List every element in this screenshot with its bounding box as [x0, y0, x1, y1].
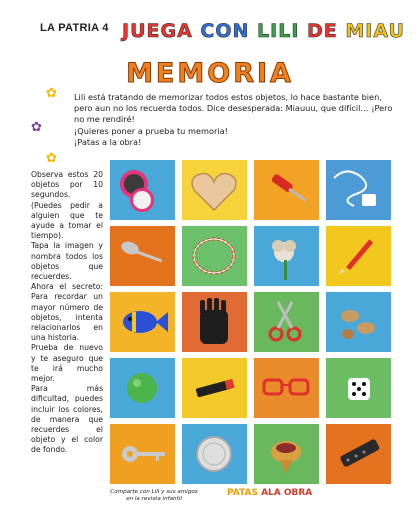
object-tile	[254, 226, 319, 286]
instruction-difficulty: Para más dificultad, puedes incluir los colores, de manera que recuerdes el objeto y el color de fondo.	[31, 384, 103, 455]
footer-logo-b: ALA OBRA	[261, 488, 313, 498]
object-tile	[110, 292, 175, 352]
spoon-icon	[110, 226, 175, 286]
object-tile	[182, 424, 247, 484]
spinning-top-icon	[254, 424, 319, 484]
intro-text	[74, 92, 396, 148]
instruction-retry: Prueba de nuevo y te aseguro que te irá mucho mejor.	[31, 343, 103, 384]
toy-fish-icon	[110, 292, 175, 352]
banner-word: MIAU	[345, 20, 405, 42]
glove-mask-icon	[182, 292, 247, 352]
object-tile	[326, 292, 391, 352]
paw-icon: ✿	[46, 151, 57, 166]
object-grid	[110, 160, 391, 484]
banner-word: JUEGA	[122, 20, 201, 42]
footer-line1: Comparte con Lili y sus amigos	[110, 489, 198, 495]
banner-word: LILI	[257, 20, 307, 42]
intro-call: ¡Patas a la obra!	[74, 136, 142, 147]
intro-paragraph: Lili está tratando de memorizar todos estos objetos, lo hace bastante bien, pero aun no los recuerda todos. Dice desesperada: Miauuu, que difícil… ¡Pero no me rendiré!	[74, 92, 393, 125]
object-tile	[182, 226, 247, 286]
object-tile	[182, 358, 247, 418]
footer-logo	[227, 488, 312, 498]
brush-mirror-icon	[110, 160, 175, 220]
object-tile	[110, 226, 175, 286]
object-tile	[110, 424, 175, 484]
dice-icon	[326, 358, 391, 418]
object-tile	[254, 160, 319, 220]
bead-necklace-icon	[182, 226, 247, 286]
object-tile	[326, 160, 391, 220]
object-tile	[254, 424, 319, 484]
coin-icon	[182, 424, 247, 484]
pencil-icon	[326, 226, 391, 286]
glasses-icon	[254, 358, 319, 418]
footer-logo-a: PATAS	[227, 488, 262, 498]
object-tile	[254, 358, 319, 418]
object-tile	[254, 292, 319, 352]
screwdriver-icon	[254, 160, 319, 220]
peanuts-icon	[326, 292, 391, 352]
green-ball-icon	[110, 358, 175, 418]
instruction-observe: Observa estos 20 objetos por 10 segundos. (Puedes pedir a alguien que te ayude a tomar el tiempo).	[31, 170, 103, 241]
key-icon	[110, 424, 175, 484]
paw-icon: ✿	[46, 86, 57, 101]
banner-title	[122, 20, 405, 42]
footer-text	[94, 489, 214, 503]
footer-line2: en la revista infantil	[126, 496, 182, 502]
charger-cable-icon	[326, 160, 391, 220]
flower-icon	[254, 226, 319, 286]
instructions-column	[31, 170, 103, 456]
banner-word: CON	[200, 20, 258, 42]
scissors-icon	[254, 292, 319, 352]
object-tile	[326, 226, 391, 286]
instruction-secret: Ahora el secreto: Para recordar un mayor número de objetos, intenta relacionarlos en una historia.	[31, 282, 103, 343]
page-title: MEMORIA	[126, 58, 294, 89]
object-tile	[110, 160, 175, 220]
object-tile	[326, 358, 391, 418]
object-tile	[110, 358, 175, 418]
instruction-cover: Tapa la imagen y nombra todos los objetos que recuerdes.	[31, 241, 103, 282]
object-tile	[326, 424, 391, 484]
usb-lighter-icon	[182, 358, 247, 418]
paw-icon: ✿	[31, 120, 42, 135]
intro-question: ¡Quieres poner a prueba tu memoria!	[74, 125, 228, 136]
object-tile	[182, 292, 247, 352]
object-tile	[182, 160, 247, 220]
remote-control-icon	[326, 424, 391, 484]
banner-word: DE	[307, 20, 346, 42]
issue-label: LA PATRIA 4	[40, 22, 109, 34]
heart-cookie-icon	[182, 160, 247, 220]
